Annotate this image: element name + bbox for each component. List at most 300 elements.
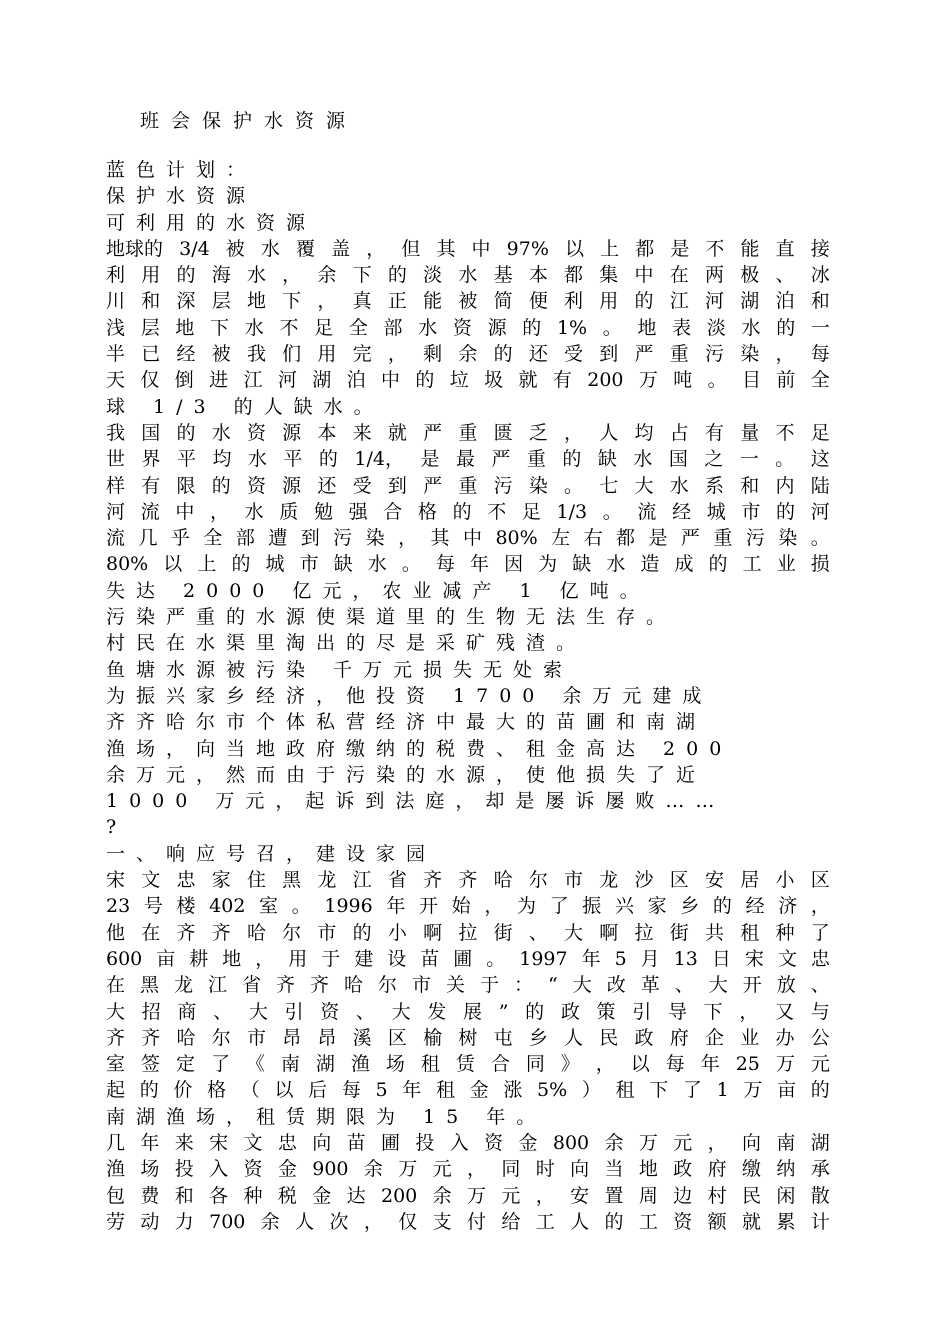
text-token: ， xyxy=(282,264,302,287)
text-line xyxy=(106,1025,830,1051)
text-token: 量 xyxy=(740,421,760,444)
text-token: 全 xyxy=(203,527,223,550)
text-token: 齐 xyxy=(141,1026,161,1049)
text-token: 拉 xyxy=(634,921,654,944)
text-token: 海 xyxy=(211,264,231,287)
document-body xyxy=(106,157,866,1235)
text-token: 地 xyxy=(175,316,195,339)
text-token: 染 xyxy=(740,343,760,366)
text-token: 大 xyxy=(248,1000,268,1023)
text-token: ， xyxy=(564,421,584,444)
text-line xyxy=(106,972,830,998)
text-token: 策 xyxy=(596,1000,616,1023)
text-token: 小 xyxy=(387,921,407,944)
text-token: 家 xyxy=(211,869,231,892)
text-token: 资 xyxy=(484,1131,504,1154)
text-token: ， xyxy=(707,1131,727,1154)
text-line: 余万元，然而由于污染的水源，使他损失了近 xyxy=(106,763,707,786)
text-token: 资 xyxy=(243,1158,263,1181)
text-token: 边 xyxy=(673,1184,693,1207)
text-token: 右 xyxy=(583,527,603,550)
text-token: 天 xyxy=(106,369,126,392)
text-token: 。 xyxy=(401,553,421,576)
text-token: 各 xyxy=(209,1184,229,1207)
text-token: 公 xyxy=(810,1026,830,1049)
text-line xyxy=(106,499,830,525)
text-token: 《 xyxy=(245,1053,265,1076)
text-token: 陆 xyxy=(810,474,830,497)
text-token: 表 xyxy=(672,316,692,339)
text-token: 次 xyxy=(329,1210,349,1233)
text-token: 引 xyxy=(284,1000,304,1023)
text-token: 河 xyxy=(106,500,126,523)
text-token: 。 xyxy=(602,316,622,339)
text-line xyxy=(106,1183,830,1209)
text-token: 金 xyxy=(312,1184,332,1207)
text-token: 纳 xyxy=(776,1158,796,1181)
text-token: 以 xyxy=(630,1053,650,1076)
text-token: 江 xyxy=(669,290,689,313)
text-token: 被 xyxy=(458,290,478,313)
text-token: 极 xyxy=(740,264,760,287)
document-title: 班会保护水资源 xyxy=(140,110,358,132)
text-token: 水 xyxy=(418,316,438,339)
text-token: 区 xyxy=(810,869,830,892)
text-token: 河 xyxy=(704,290,724,313)
text-token: 水 xyxy=(247,448,267,471)
text-token: 23 xyxy=(106,895,131,918)
text-token: 的 xyxy=(776,500,796,523)
text-token: 万 xyxy=(775,1053,795,1076)
text-token: 层 xyxy=(211,290,231,313)
text-token: 重 xyxy=(526,448,546,471)
text-token: 齐 xyxy=(458,869,478,892)
text-token: 余 xyxy=(260,1210,280,1233)
text-token: 。 xyxy=(707,369,727,392)
text-token: 经 xyxy=(745,895,765,918)
text-token: 国 xyxy=(668,448,688,471)
text-token: 付 xyxy=(467,1210,487,1233)
text-token: 府 xyxy=(707,1158,727,1181)
text-token: 盖 xyxy=(331,237,351,260)
text-token: 政 xyxy=(560,1000,580,1023)
text-token: 向 xyxy=(742,1131,762,1154)
text-token: 的 xyxy=(562,448,582,471)
text-token: 质 xyxy=(279,500,299,523)
text-token: 齐 xyxy=(211,921,231,944)
text-token: 5 xyxy=(375,1079,388,1102)
text-token: 江 xyxy=(352,869,372,892)
text-token: 河 xyxy=(810,500,830,523)
text-token: 正 xyxy=(387,290,407,313)
text-token: 关 xyxy=(446,974,466,997)
text-token: 文 xyxy=(777,947,797,970)
text-token: 元 xyxy=(673,1131,693,1154)
text-token: 。 xyxy=(486,947,506,970)
text-token: 的 xyxy=(776,316,796,339)
text-token: ， xyxy=(209,500,229,523)
text-token: ， xyxy=(810,895,830,918)
text-token: 我 xyxy=(106,421,126,444)
text-token: 亩 xyxy=(777,1079,797,1102)
text-token: 全 xyxy=(810,369,830,392)
text-token: 大 xyxy=(106,1000,126,1023)
text-token: 水 xyxy=(741,316,761,339)
text-token: 万 xyxy=(743,1079,763,1102)
text-token: 河 xyxy=(277,369,297,392)
text-token: 耕 xyxy=(189,947,209,970)
text-line: 南湖渔场，租赁期限为 15 年。 xyxy=(106,1105,547,1128)
text-token: 金 xyxy=(277,1158,297,1181)
text-token: 哈 xyxy=(344,974,364,997)
text-token: 尔 xyxy=(282,921,302,944)
text-line: 渔场，向当地政府缴纳的税费、租金高达 200 xyxy=(106,737,733,760)
text-token: 污 xyxy=(704,343,724,366)
text-token: 。 xyxy=(810,527,830,550)
text-token: 元 xyxy=(432,1158,452,1181)
text-token: 租 xyxy=(740,921,760,944)
text-token: 和 xyxy=(174,1184,194,1207)
text-token: 昂 xyxy=(282,1026,302,1049)
text-token: 均 xyxy=(634,421,654,444)
text-line xyxy=(106,288,830,314)
text-token: 省 xyxy=(242,974,262,997)
text-token: 苗 xyxy=(346,1131,366,1154)
text-token: 下 xyxy=(282,290,302,313)
text-token: 资 xyxy=(246,421,266,444)
text-token: 龙 xyxy=(599,869,619,892)
text-token: 区 xyxy=(669,869,689,892)
text-token: 遭 xyxy=(268,527,288,550)
text-token: 价 xyxy=(173,1079,193,1102)
text-token: 已 xyxy=(141,343,161,366)
text-token: 楼 xyxy=(176,895,196,918)
text-line xyxy=(106,341,830,367)
text-token: 污 xyxy=(333,527,353,550)
text-token: 格 xyxy=(207,1079,227,1102)
text-token: 大 xyxy=(391,1000,411,1023)
text-token: 小 xyxy=(775,869,795,892)
text-token: 合 xyxy=(383,500,403,523)
text-token: 仅 xyxy=(398,1210,418,1233)
text-token: 严 xyxy=(423,421,443,444)
text-token: 江 xyxy=(208,974,228,997)
text-token: 水 xyxy=(260,237,280,260)
text-token: 放 xyxy=(776,974,796,997)
text-token: 两 xyxy=(704,264,724,287)
text-line xyxy=(106,525,830,551)
text-token: 昂 xyxy=(317,1026,337,1049)
text-token: 动 xyxy=(140,1210,160,1233)
text-token: 发 xyxy=(427,1000,447,1023)
text-token: 树 xyxy=(458,1026,478,1049)
text-token: 人 xyxy=(570,1210,590,1233)
text-token: 开 xyxy=(419,895,439,918)
text-token: 哈 xyxy=(493,869,513,892)
text-token: 文 xyxy=(141,869,161,892)
text-token: 为 xyxy=(516,895,536,918)
text-token: 800 xyxy=(552,1131,590,1154)
text-token: 仅 xyxy=(140,369,160,392)
text-token: 余 xyxy=(604,1131,624,1154)
text-token: 一 xyxy=(739,448,759,471)
text-token: 水 xyxy=(244,316,264,339)
text-token: 接 xyxy=(810,237,830,260)
text-token: 缴 xyxy=(742,1158,762,1181)
text-token: 泊 xyxy=(775,290,795,313)
text-token: 湖 xyxy=(810,1131,830,1154)
text-token: 时 xyxy=(535,1158,555,1181)
text-token: 用 xyxy=(317,343,337,366)
text-token: 们 xyxy=(282,343,302,366)
text-token: 宋 xyxy=(744,947,764,970)
text-line xyxy=(106,1051,830,1077)
text-token: 重 xyxy=(458,474,478,497)
text-token: 政 xyxy=(634,1026,654,1049)
text-token: 住 xyxy=(246,869,266,892)
text-token: 共 xyxy=(704,921,724,944)
text-token: 民 xyxy=(599,1026,619,1049)
text-token: 缺 xyxy=(333,553,353,576)
text-token: 深 xyxy=(176,290,196,313)
text-token: 中 xyxy=(634,264,654,287)
text-token: 年 xyxy=(470,553,490,576)
text-token: 村 xyxy=(707,1184,727,1207)
text-token: 造 xyxy=(640,553,660,576)
text-token: 、 xyxy=(775,264,795,287)
text-line xyxy=(106,1077,830,1103)
text-token: 黑 xyxy=(140,974,160,997)
text-token: 引 xyxy=(632,1000,652,1023)
text-token: 中 xyxy=(175,500,195,523)
text-token: 的 xyxy=(139,1079,159,1102)
text-token: 的 xyxy=(452,500,472,523)
text-token: 剩 xyxy=(423,343,443,366)
text-token: 场 xyxy=(140,1158,160,1181)
text-token: 严 xyxy=(680,527,700,550)
text-token: 尔 xyxy=(378,974,398,997)
text-token: 足 xyxy=(810,421,830,444)
text-line xyxy=(106,420,830,446)
text-token: 是 xyxy=(648,527,668,550)
text-token: 重 xyxy=(458,421,478,444)
text-line xyxy=(106,446,830,472)
text-token: 业 xyxy=(740,1026,760,1049)
text-token: 不 xyxy=(487,500,507,523)
text-line: 失达 2000 亿元，农业减产 1 亿吨。 xyxy=(106,579,650,602)
text-token: 5 xyxy=(614,947,627,970)
text-token: 都 xyxy=(635,237,655,260)
text-token: 办 xyxy=(775,1026,795,1049)
text-token: 被 xyxy=(225,237,245,260)
text-token: 宋 xyxy=(209,1131,229,1154)
text-token: 费 xyxy=(140,1184,160,1207)
text-token: 湖 xyxy=(740,290,760,313)
text-token: 余 xyxy=(317,264,337,287)
text-token: 租 xyxy=(435,1079,455,1102)
text-token: 上 xyxy=(197,553,217,576)
text-token: 的 xyxy=(604,1210,624,1233)
text-line: 一、响应号召，建设家园 xyxy=(106,842,437,865)
text-token: 前 xyxy=(776,369,796,392)
text-token: 济 xyxy=(778,895,798,918)
text-token: 市 xyxy=(317,921,337,944)
text-token: 平 xyxy=(176,448,196,471)
text-token: 力 xyxy=(174,1210,194,1233)
text-token: 省 xyxy=(387,869,407,892)
text-token: 以 xyxy=(274,1079,294,1102)
text-token: 进 xyxy=(209,369,229,392)
text-token: 每 xyxy=(665,1053,685,1076)
text-token: 染 xyxy=(365,527,385,550)
text-token: 租 xyxy=(420,1053,440,1076)
text-token: 但 xyxy=(401,237,421,260)
text-token: 为 xyxy=(538,553,558,576)
text-token: 的 xyxy=(176,421,196,444)
text-line xyxy=(106,1209,830,1235)
text-token: 街 xyxy=(669,921,689,944)
text-token: 万 xyxy=(398,1158,418,1181)
text-token: 街 xyxy=(493,921,513,944)
text-token: 流 xyxy=(106,527,126,550)
text-token: 种 xyxy=(243,1184,263,1207)
text-token: 还 xyxy=(528,343,548,366)
text-token: 同 xyxy=(525,1053,545,1076)
text-token: 沙 xyxy=(634,869,654,892)
text-token: 劳 xyxy=(106,1210,126,1233)
text-token: 地 xyxy=(637,316,657,339)
text-token: 宋 xyxy=(106,869,126,892)
text-token: 中 xyxy=(381,369,401,392)
text-token: 圃 xyxy=(453,947,473,970)
text-token: 南 xyxy=(280,1053,300,1076)
text-token: 染 xyxy=(778,527,798,550)
text-token: 于 xyxy=(321,947,341,970)
text-token: 圃 xyxy=(381,1131,401,1154)
text-token: ， xyxy=(467,1158,487,1181)
text-token: 和 xyxy=(141,290,161,313)
text-token: 几 xyxy=(138,527,158,550)
text-token: 乏 xyxy=(528,421,548,444)
text-token: 南 xyxy=(776,1131,796,1154)
text-token: 给 xyxy=(501,1210,521,1233)
text-token: 水 xyxy=(458,264,478,287)
text-token: 哈 xyxy=(176,1026,196,1049)
text-token: 定 xyxy=(175,1053,195,1076)
text-token: 损 xyxy=(810,553,830,576)
text-token: 水 xyxy=(367,553,387,576)
text-token: 用 xyxy=(141,264,161,287)
text-token: 累 xyxy=(776,1210,796,1233)
text-line xyxy=(106,473,830,499)
text-token: 吨 xyxy=(673,369,693,392)
text-line: 蓝色计划： xyxy=(106,159,257,181)
text-token: 每 xyxy=(341,1079,361,1102)
text-token: 的 xyxy=(176,264,196,287)
text-token: 余 xyxy=(363,1158,383,1181)
text-token: 金 xyxy=(469,1079,489,1102)
text-token: 资 xyxy=(246,474,266,497)
text-token: 因 xyxy=(504,553,524,576)
text-token: 1 xyxy=(716,1079,729,1102)
text-token: 不 xyxy=(705,237,725,260)
text-token: 资 xyxy=(452,316,472,339)
text-token: 匮 xyxy=(493,421,513,444)
text-token: 的 xyxy=(493,343,513,366)
text-token: 》 xyxy=(560,1053,580,1076)
text-line: 鱼塘水源被污染 千万元损失无处索 xyxy=(106,658,574,681)
text-token: 用 xyxy=(599,290,619,313)
text-token: 的 xyxy=(387,264,407,287)
text-token: 25 xyxy=(735,1053,760,1076)
text-token: 年 xyxy=(402,1079,422,1102)
text-token: 就 xyxy=(518,369,538,392)
text-token: 直 xyxy=(775,237,795,260)
text-token: 13 xyxy=(673,947,698,970)
text-token: 赁 xyxy=(455,1053,475,1076)
text-token: 每 xyxy=(435,553,455,576)
text-token: 元 xyxy=(501,1184,521,1207)
text-token: 本 xyxy=(528,264,548,287)
text-token: 污 xyxy=(745,527,765,550)
text-token: 成 xyxy=(674,553,694,576)
text-token: 溪 xyxy=(352,1026,372,1049)
text-token: 苗 xyxy=(420,947,440,970)
text-token: 的 xyxy=(634,290,654,313)
text-token: 万 xyxy=(467,1184,487,1207)
text-token: ， xyxy=(398,527,418,550)
text-token: 、 xyxy=(528,921,548,944)
text-line: 保护水资源 xyxy=(106,185,257,208)
text-token: 川 xyxy=(106,290,126,313)
text-token: 80% xyxy=(106,553,149,576)
text-token: 源 xyxy=(487,316,507,339)
text-token: 年 xyxy=(700,1053,720,1076)
text-token: 市 xyxy=(246,1026,266,1049)
text-token: 1996 xyxy=(324,895,373,918)
text-token: 层 xyxy=(140,316,160,339)
text-token: 完 xyxy=(352,343,372,366)
text-token: 府 xyxy=(669,1026,689,1049)
text-token: 齐 xyxy=(176,921,196,944)
text-token: 啊 xyxy=(599,921,619,944)
text-token: 余 xyxy=(432,1184,452,1207)
text-token: 部 xyxy=(383,316,403,339)
text-token: 与 xyxy=(810,1000,830,1023)
text-token: 最 xyxy=(455,448,475,471)
text-token: 水 xyxy=(633,448,653,471)
text-token: 市 xyxy=(412,974,432,997)
text-token: 渔 xyxy=(106,1158,126,1181)
text-token: 入 xyxy=(209,1158,229,1181)
text-token: 中 xyxy=(462,527,482,550)
text-token: 向 xyxy=(570,1158,590,1181)
text-token: 不 xyxy=(775,421,795,444)
text-token: ， xyxy=(535,1184,555,1207)
text-token: 97% xyxy=(506,237,549,260)
text-token: 中 xyxy=(471,237,491,260)
text-token: 到 xyxy=(300,527,320,550)
text-token: 湖 xyxy=(315,1053,335,1076)
text-token: 垃 xyxy=(449,369,469,392)
text-token: 的 xyxy=(810,1079,830,1102)
text-token: 政 xyxy=(673,1158,693,1181)
text-token: ， xyxy=(484,895,504,918)
text-token: 不 xyxy=(279,316,299,339)
text-token: 闲 xyxy=(776,1184,796,1207)
text-token: 的 xyxy=(352,921,372,944)
text-token: 忠 xyxy=(176,869,196,892)
